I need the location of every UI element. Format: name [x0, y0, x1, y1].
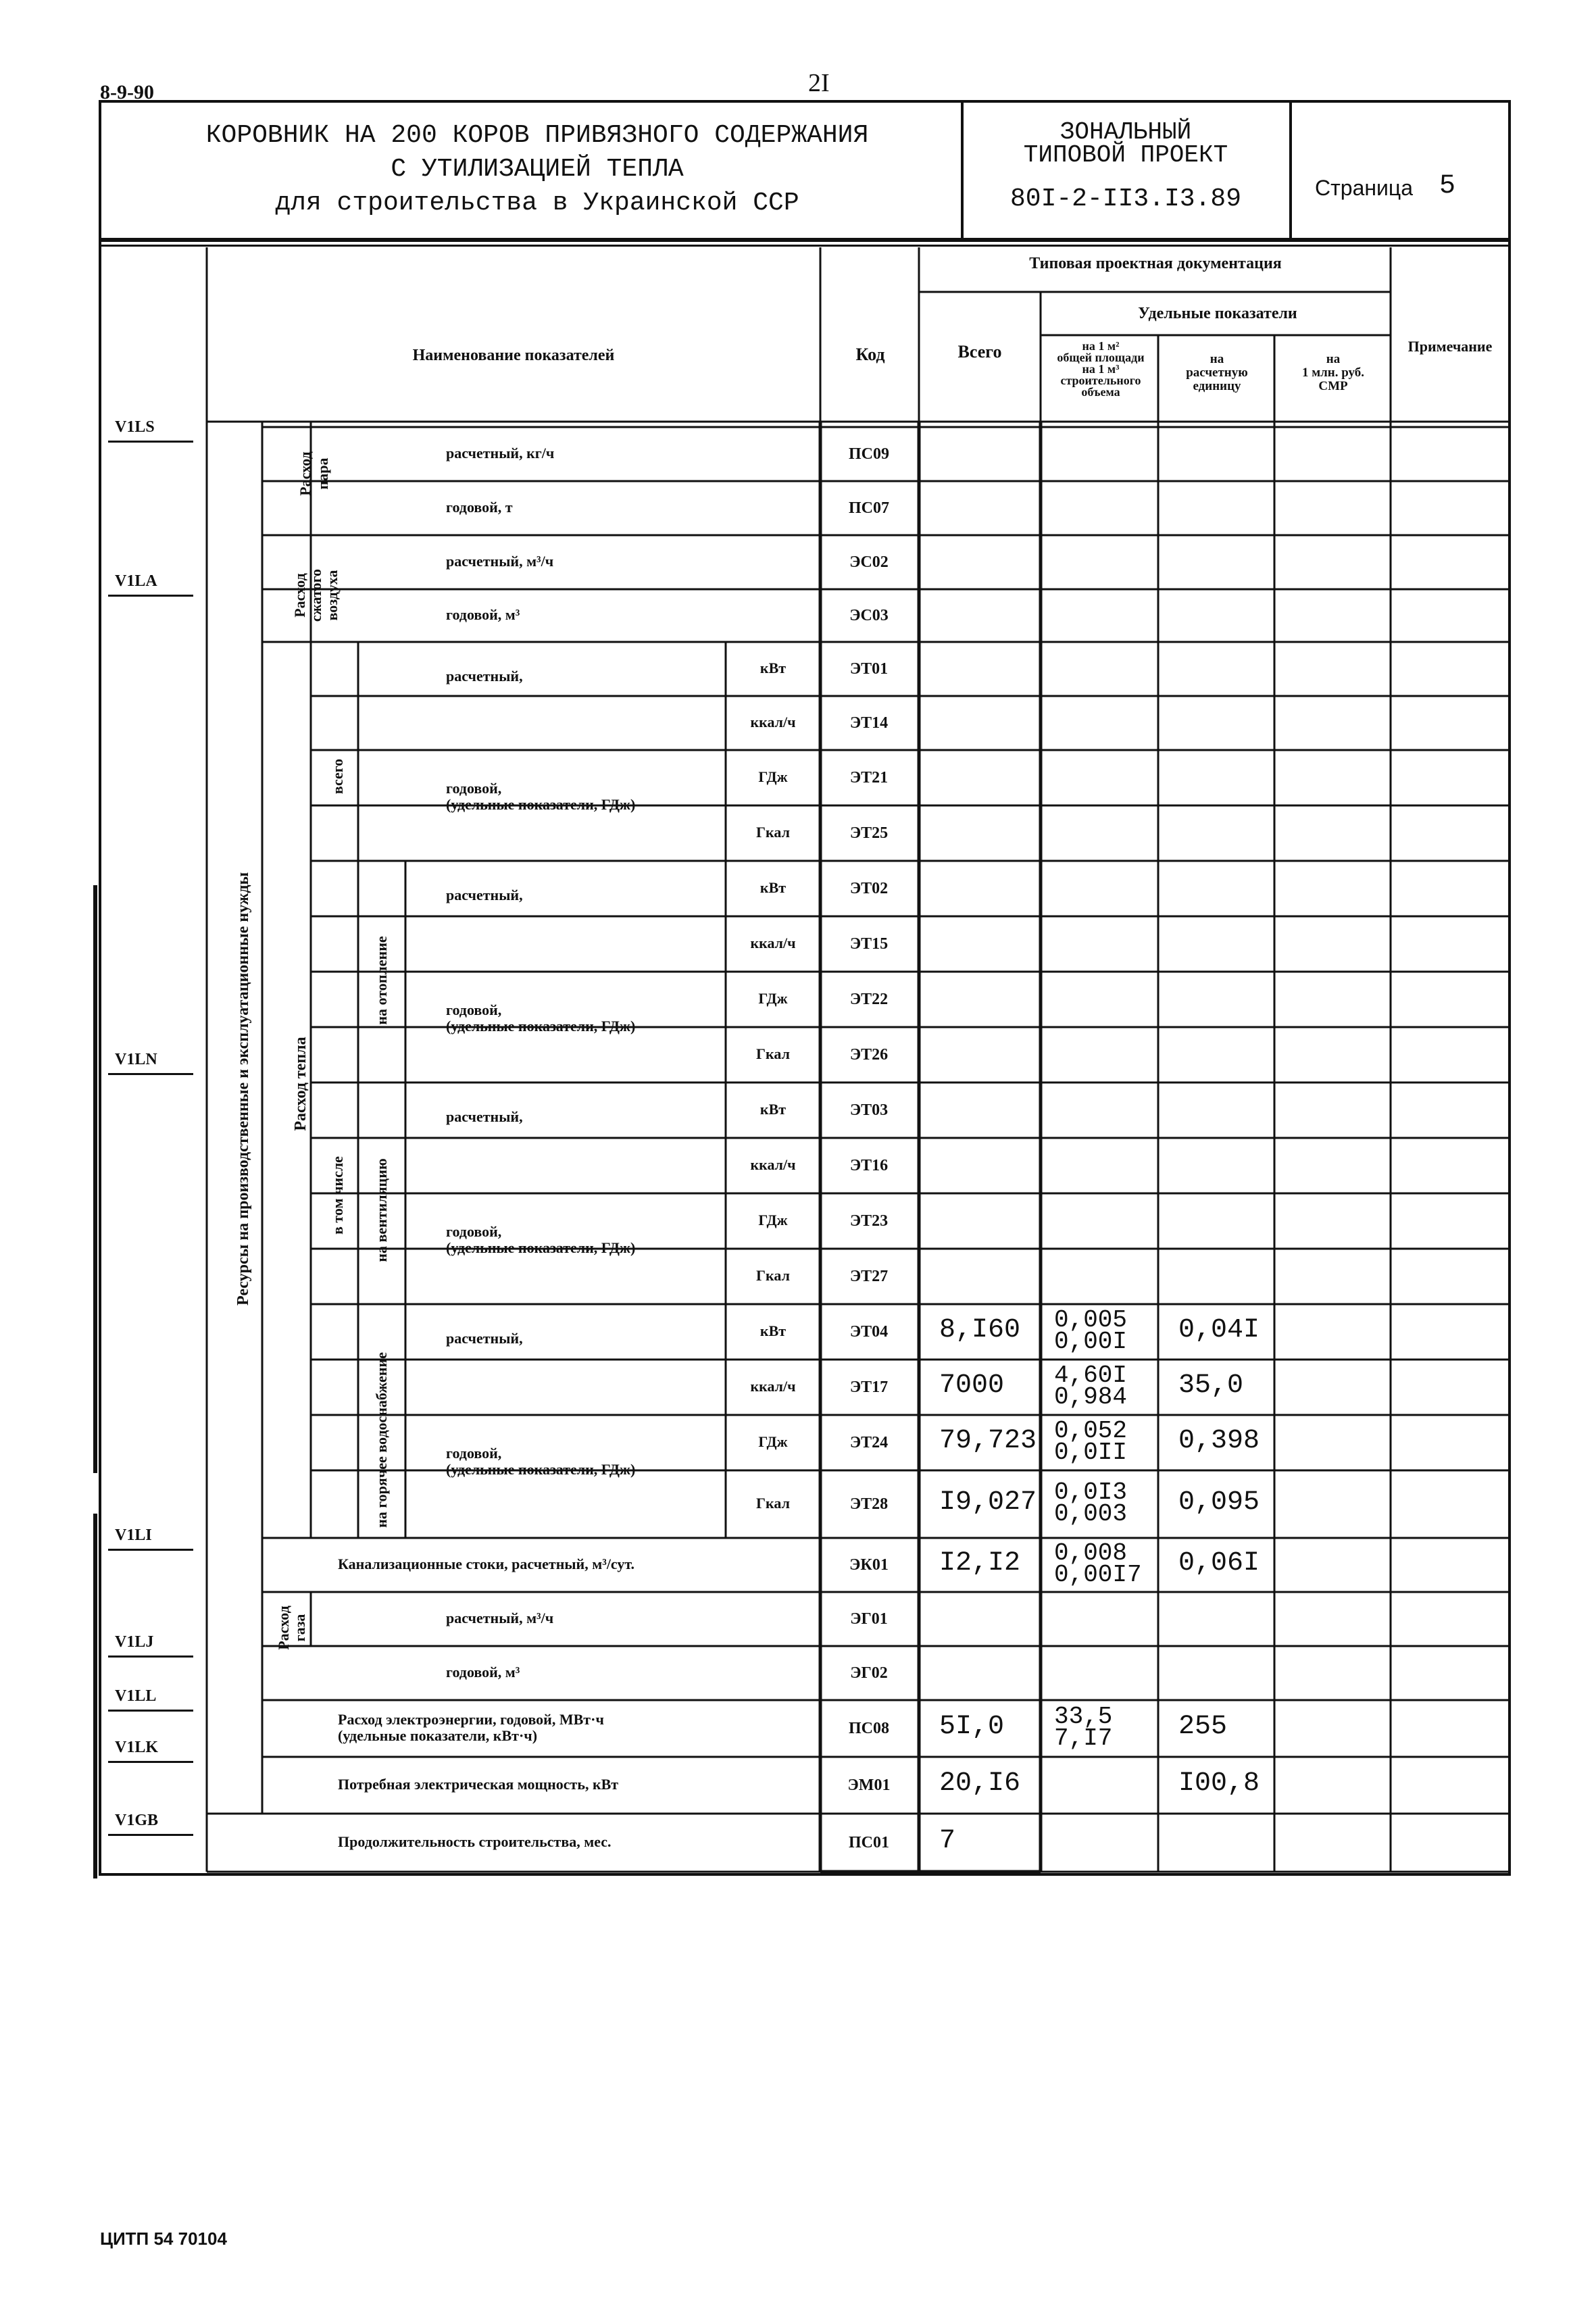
side-code: V1LJ	[115, 1633, 154, 1651]
project-type-2: ТИПОВОЙ ПРОЕКТ	[1023, 141, 1228, 169]
row-unit: ккал/ч	[750, 1378, 796, 1395]
title-line-3: для строительства в Украинской ССР	[275, 189, 799, 218]
code-col-header: Код	[855, 345, 885, 364]
row-code: ЭТ25	[849, 824, 889, 842]
side-code-underline	[108, 1073, 193, 1075]
side-code: V1LL	[115, 1687, 157, 1705]
row-name: расчетный,	[446, 1330, 523, 1347]
row-name: расчетный,	[446, 887, 523, 903]
project-type-1: ЗОНАЛЬНЫЙ	[1059, 118, 1192, 146]
row-unit: кВт	[759, 1322, 787, 1339]
row-code: ЭМ01	[847, 1776, 891, 1794]
row-name: годовой,	[446, 1223, 502, 1240]
row-total: 7000	[939, 1370, 1005, 1401]
row-code: ЭТ02	[849, 880, 889, 897]
row-unit: кВт	[759, 879, 787, 896]
row-name: Расход электроэнергии, годовой, МВт·ч	[338, 1711, 604, 1728]
side-code: V1LS	[115, 418, 155, 436]
side-code-underline	[108, 1656, 193, 1658]
row-name: расчетный,	[446, 1108, 523, 1125]
row-code: ЭТ28	[849, 1495, 889, 1513]
doc-code: 8-9-90	[100, 81, 154, 103]
row-name-sub: (удельные показатели, ГДж)	[446, 1239, 636, 1256]
steam-label: Расход пара	[297, 451, 331, 496]
row-code: ЭС03	[849, 607, 889, 624]
row-per-m2: 33,5	[1054, 1703, 1113, 1731]
side-code-underline	[108, 1549, 193, 1551]
row-name: годовой, м³	[446, 1664, 520, 1681]
row-unit: ГДж	[758, 768, 788, 785]
row-code: ЭК01	[849, 1556, 889, 1574]
row-per-unit: 0,095	[1178, 1487, 1260, 1518]
row-unit: ГДж	[758, 1212, 788, 1228]
page-number: 2I	[808, 69, 830, 97]
row-per-m2-b: 0,984	[1054, 1383, 1128, 1411]
row-name: расчетный, м³/ч	[446, 1610, 554, 1626]
side-code-underline	[108, 1834, 193, 1836]
row-per-unit: 0,398	[1178, 1426, 1260, 1456]
row-code: ЭТ21	[849, 769, 889, 787]
row-code: ПС01	[849, 1834, 889, 1851]
side-code-underline	[108, 595, 193, 597]
row-name: годовой, м³	[446, 606, 520, 623]
row-code: ЭТ14	[849, 714, 889, 732]
row-name: Продолжительность строительства, мес.	[338, 1833, 612, 1850]
tpd-header: Типовая проектная документация	[1029, 255, 1282, 272]
row-per-unit: I00,8	[1178, 1768, 1260, 1799]
row-total: 20,I6	[939, 1768, 1021, 1799]
row-code: ЭГ01	[850, 1610, 888, 1628]
side-code: V1LK	[115, 1739, 159, 1756]
row-code: ЭТ24	[849, 1434, 889, 1451]
row-total: 7	[939, 1826, 956, 1856]
row-name: расчетный, кг/ч	[446, 445, 555, 462]
row-name-sub: (удельные показатели, ГДж)	[446, 1461, 636, 1478]
row-unit: кВт	[759, 1101, 787, 1118]
row-code: ЭТ26	[849, 1046, 889, 1064]
row-code: ЭТ16	[849, 1157, 889, 1174]
row-code: ЭТ17	[849, 1378, 889, 1396]
page-label: Страница	[1315, 176, 1414, 200]
row-total: 8,I60	[939, 1315, 1021, 1345]
row-unit: Гкал	[756, 1495, 790, 1512]
row-total: 5I,0	[939, 1712, 1005, 1742]
side-code-underline	[108, 1761, 193, 1763]
row-per-unit: 35,0	[1178, 1370, 1244, 1401]
row-code: ЭТ01	[849, 660, 889, 678]
row-name: Канализационные стоки, расчетный, м³/сут.	[338, 1555, 635, 1572]
side-code-underline	[108, 441, 193, 443]
side-code-underline	[108, 1710, 193, 1712]
row-name-sub: (удельные показатели, ГДж)	[446, 796, 636, 813]
row-unit: ккал/ч	[750, 1156, 796, 1173]
specific-header: Удельные показатели	[1138, 305, 1297, 322]
gas-label: Расход газа	[275, 1605, 308, 1650]
row-code: ЭТ23	[849, 1212, 889, 1230]
name-col-header: Наименование показателей	[412, 347, 615, 364]
row-per-m2-b: 0,0II	[1054, 1439, 1128, 1466]
row-unit: Гкал	[756, 1045, 790, 1062]
row-unit: Гкал	[756, 824, 790, 841]
title-line-1: КОРОВНИК НА 200 КОРОВ ПРИВЯЗНОГО СОДЕРЖАНИЯ	[205, 121, 869, 150]
side-code: V1GB	[115, 1812, 159, 1829]
row-unit: ккал/ч	[750, 714, 796, 730]
row-code: ЭТ04	[849, 1323, 889, 1341]
row-code: ЭТ27	[849, 1268, 889, 1285]
heat-label: Расход тепла	[292, 1037, 309, 1131]
row-total: 79,723	[939, 1426, 1037, 1456]
row-unit: Гкал	[756, 1267, 790, 1284]
row-per-unit: 0,04I	[1178, 1315, 1260, 1345]
row-per-m2-b: 7,I7	[1054, 1724, 1113, 1752]
row-unit: ГДж	[758, 990, 788, 1007]
row-name: расчетный,	[446, 668, 523, 684]
per-m2-header: на 1 м² общей площади на 1 м³ строительного объема	[1057, 339, 1145, 399]
row-code: ПС08	[849, 1720, 889, 1737]
row-name: годовой,	[446, 780, 502, 797]
row-name-sub: (удельные показатели, кВт·ч)	[338, 1727, 538, 1744]
heating-label: на отопление	[373, 936, 390, 1025]
resources-label: Ресурсы на производственные и эксплуатационные нужды	[234, 872, 252, 1305]
row-per-m2: 0,052	[1054, 1417, 1128, 1445]
row-total: I2,I2	[939, 1548, 1021, 1578]
row-per-unit: 255	[1178, 1712, 1228, 1742]
row-per-m2: 0,005	[1054, 1306, 1128, 1334]
per-unit-header: на расчетную единицу	[1186, 352, 1248, 393]
row-name: годовой,	[446, 1001, 502, 1018]
row-code: ЭТ15	[849, 935, 889, 953]
project-number: 80I-2-II3.I3.89	[1009, 184, 1242, 214]
air-label: Расход сжатого воздуха	[291, 568, 341, 622]
side-code: V1LA	[115, 572, 157, 590]
vent-label: на вентиляцию	[373, 1158, 390, 1262]
note-col-header: Примечание	[1407, 338, 1493, 355]
row-code: ЭТ03	[849, 1101, 889, 1119]
total-col-header: Всего	[957, 342, 1002, 362]
side-code: V1LN	[115, 1051, 157, 1068]
row-unit: ГДж	[758, 1433, 788, 1450]
row-total: I9,027	[939, 1487, 1037, 1518]
row-per-m2-b: 0,00I7	[1054, 1561, 1142, 1589]
row-code: ЭС02	[849, 553, 889, 571]
incl-label: в том числе	[329, 1156, 346, 1235]
row-code: ЭТ22	[849, 991, 889, 1008]
row-per-m2: 0,0I3	[1054, 1478, 1128, 1506]
row-per-m2-b: 0,003	[1054, 1500, 1128, 1528]
side-code: V1LI	[115, 1526, 152, 1544]
footer-code: ЦИТП 54 70104	[100, 2229, 227, 2249]
row-per-m2: 0,008	[1054, 1539, 1128, 1567]
row-code: ПС09	[849, 445, 889, 463]
row-name-sub: (удельные показатели, ГДж)	[446, 1018, 636, 1035]
row-name: годовой, т	[446, 499, 513, 516]
row-per-m2-b: 0,00I	[1054, 1328, 1128, 1355]
row-name: годовой,	[446, 1445, 502, 1462]
title-line-2: С УТИЛИЗАЦИЕЙ ТЕПЛА	[391, 155, 684, 184]
page-value: 5	[1439, 171, 1456, 201]
row-per-unit: 0,06I	[1178, 1548, 1260, 1578]
hotwater-label: на горячее водоснабжение	[373, 1352, 390, 1528]
row-unit: кВт	[759, 659, 787, 676]
row-name: Потребная электрическая мощность, кВт	[338, 1776, 619, 1793]
per-mln-header: на 1 млн. руб. СМР	[1301, 352, 1365, 393]
row-unit: ккал/ч	[750, 935, 796, 951]
total-label: всего	[329, 758, 346, 795]
row-per-m2: 4,60I	[1054, 1362, 1128, 1389]
row-code: ЭГ02	[850, 1664, 888, 1682]
row-name: расчетный, м³/ч	[446, 553, 554, 570]
row-code: ПС07	[849, 499, 889, 517]
